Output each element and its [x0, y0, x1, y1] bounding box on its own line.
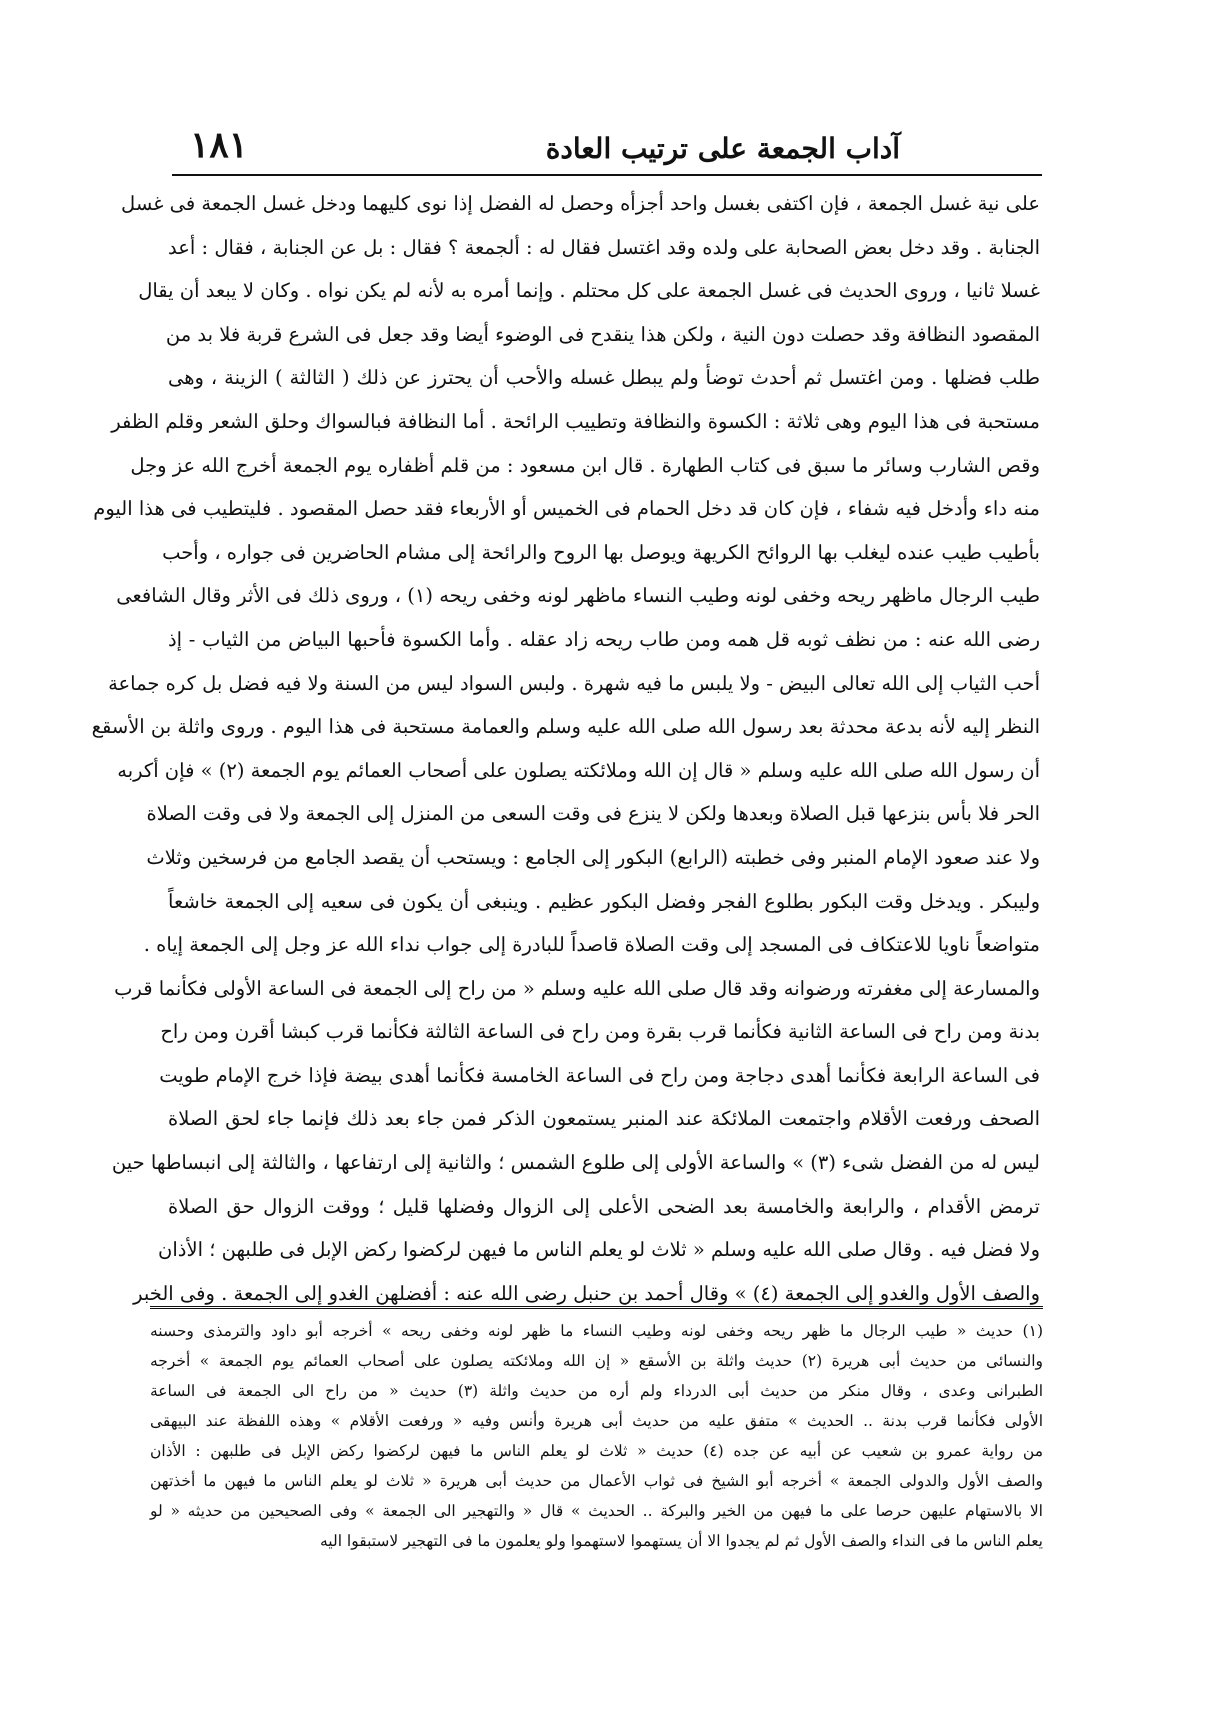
text-line: والصف الأول والغدو إلى الجمعة (٤) » وقال أحمد بن حنبل رضى الله عنه : أفضلهن الغدو إلى الجمعة . وفى الخبر [133, 1281, 1040, 1305]
text-line: ولا عند صعود الإمام المنبر وفى خطبته (الرابع) البكور إلى الجامع : ويستحب أن يقصد الجامع من فرسخين وثلاث [146, 845, 1040, 869]
text-line: والمسارعة إلى مغفرته ورضوانه وقد قال صلى الله عليه وسلم « من راح إلى الجمعة فى الساعة الأولى فكأنما قرب [114, 976, 1040, 1000]
text-line: مستحبة فى هذا اليوم وهى ثلاثة : الكسوة والنظافة وتطييب الرائحة . أما النظافة فبالسواك وحلق الشعر وقلم الظفر [111, 409, 1040, 433]
text-line: وليبكر . ويدخل وقت البكور بطلوع الفجر وفضل البكور عظيم . وينبغى أن يكون فى سعيه إلى الجمعة خاشعاً [168, 889, 1040, 913]
footnote-separator [150, 1306, 1043, 1309]
footnote-line: والنسائى من حديث أبى هريرة (٢) حديث واثلة بن الأسقع « إن الله وملائكته يصلون على أصحاب العمائم يوم الجمعة » أخرجه [150, 1352, 1043, 1370]
footnote-line: الا بالاستهام عليهن حرصا على ما فيهن من الخير والبركة .. الحديث » قال « والتهجير الى الجمعة » وفى الصحيحين من حديثه « لو [150, 1502, 1043, 1520]
text-line: منه داء وأدخل فيه شفاء ، فإن كان قد دخل الحمام فى الخميس أو الأربعاء فقد حصل المقصود . فليتطيب فى هذا اليوم [93, 497, 1040, 521]
text-line: أن رسول الله صلى الله عليه وسلم « قال إن الله وملائكته يصلون على أصحاب العمائم يوم الجمعة (٢) » فإن أكربه [117, 758, 1040, 782]
running-title: آداب الجمعة على ترتيب العادة [545, 132, 900, 165]
text-line: طلب فضلها . ومن اغتسل ثم أحدث توضأ ولم يبطل غسله والأحب أن يحترز عن ذلك ( الثالثة ) الزينة ، وهى [168, 366, 1040, 390]
text-line: متواضعاً ناويا للاعتكاف فى المسجد إلى وقت الصلاة قاصداً للبادرة إلى جواب نداء الله عز وجل إلى الجمعة إياه . [143, 933, 1040, 957]
text-line: الحر فلا بأس بنزعها قبل الصلاة وبعدها ولكن لا ينزع فى وقت السعى من المنزل إلى الجمعة ولا فى وقت الصلاة [146, 802, 1040, 826]
text-line: بدنة ومن راح فى الساعة الثانية فكأنما قرب بقرة ومن راح فى الساعة الثالثة فكأنما قرب كبشا أقرن ومن راح [160, 1020, 1040, 1044]
main-text [91, 182, 1040, 1315]
text-line: فى الساعة الرابعة فكأنما أهدى دجاجة ومن راح فى الساعة الخامسة فكأنما أهدى بيضة فإذا خرج الإمام طويت [159, 1063, 1040, 1087]
text-line: رضى الله عنه : من نظف ثوبه قل همه ومن طاب ريحه زاد عقله . وأما الكسوة فأحبها البياض من الثياب - إذ [168, 627, 1040, 651]
text-line: الجنابة . وقد دخل بعض الصحابة على ولده وقد اغتسل فقال له : ألجمعة ؟ فقال : بل عن الجنابة ، فقال : أعد [168, 235, 1040, 259]
text-line: ترمض الأقدام ، والرابعة والخامسة بعد الضحى الأعلى إلى الزوال وفضلها قليل ؛ ووقت الزوال حق الصلاة [168, 1194, 1040, 1218]
footnotes [150, 1316, 1043, 1556]
text-line: أحب الثياب إلى الله تعالى البيض - ولا يلبس ما فيه شهرة . ولبس السواد ليس من السنة ولا فيه فضل بل كره جماعة [108, 671, 1040, 695]
page-number: ١٨١ [190, 124, 249, 166]
text-line: بأطيب طيب عنده ليغلب بها الروائح الكريهة ويوصل بها الروح والرائحة إلى مشام الحاضرين فى جواره ، وأحب [162, 540, 1040, 564]
header-rule [172, 174, 1042, 176]
text-line: غسلا ثانيا ، وروى الحديث فى غسل الجمعة على كل محتلم . وإنما أمره به لأنه لم يكن نواه . وكان لا يبعد أن يقال [138, 279, 1040, 303]
text-line: النظر إليه لأنه بدعة محدثة بعد رسول الله صلى الله عليه وسلم والعمامة مستحبة فى هذا اليوم . وروى واثلة بن الأسقع [91, 715, 1040, 739]
text-line: ولا فضل فيه . وقال صلى الله عليه وسلم « ثلاث لو يعلم الناس ما فيهن لركضوا ركض الإبل فى طلبهن ؛ الأذان [158, 1238, 1040, 1262]
footnote-line: والصف الأول والدولى الجمعة » أخرجه أبو الشيخ فى ثواب الأعمال من حديث أبى هريرة « ثلاث لو يعلم الناس ما فيهن ما أخذتهن [150, 1472, 1043, 1490]
text-line: طيب الرجال ماظهر ريحه وخفى لونه وطيب النساء ماظهر لونه وخفى ريحه (١) ، وروى ذلك فى الأثر وقال الشافعى [116, 584, 1040, 608]
footnote-line: يعلم الناس ما فى النداء والصف الأول ثم لم يجدوا الا أن يستهموا لاستهموا ولو يعلمون ما فى التهجير لاستبقوا اليه [319, 1532, 1043, 1550]
text-line: الصحف ورفعت الأقلام واجتمعت الملائكة عند المنبر يستمعون الذكر فمن جاء بعد ذلك فإنما جاء لحق الصلاة [168, 1107, 1040, 1131]
footnote-line: (١) حديث « طيب الرجال ما ظهر ريحه وخفى لونه وطيب النساء ما ظهر لونه وخفى ريحه » أخرجه أبو داود والترمذى وحسنه [150, 1322, 1043, 1340]
page-header [190, 124, 1040, 176]
footnote-line: من رواية عمرو بن شعيب عن أبيه عن جده (٤) حديث « ثلاث لو يعلم الناس ما فيهن لركضوا ركض الإبل فى طلبهن : الأذان [150, 1442, 1043, 1460]
text-line: المقصود النظافة وقد حصلت دون النية ، ولكن هذا ينقدح فى الوضوء أيضا وقد جعل فى الشرع قربة فلا بد من [165, 322, 1040, 346]
text-line: وقص الشارب وسائر ما سبق فى كتاب الطهارة . قال ابن مسعود : من قلم أظفاره يوم الجمعة أخرج الله عز وجل [130, 453, 1040, 477]
footnote-line: الطبرانى وعدى ، وقال منكر من حديث أبى الدرداء ولم أره من حديث واثلة (٣) حديث « من راح الى الجمعة فى الساعة [150, 1382, 1044, 1400]
footnote-line: الأولى فكأنما قرب بدنة .. الحديث » متفق عليه من حديث أبى هريرة وأنس وفيه « ورفعت الأقلام » وهذه اللفظة عند البيهقى [150, 1412, 1043, 1430]
text-line: ليس له من الفضل شىء (٣) » والساعة الأولى إلى طلوع الشمس ؛ والثانية إلى ارتفاعها ، والثالثة إلى انبساطها حين [111, 1151, 1040, 1175]
text-line: على نية غسل الجمعة ، فإن اكتفى بغسل واحد أجزأه وحصل له الفضل إذا نوى كليهما ودخل غسل الجمعة فى غسل [121, 192, 1040, 215]
